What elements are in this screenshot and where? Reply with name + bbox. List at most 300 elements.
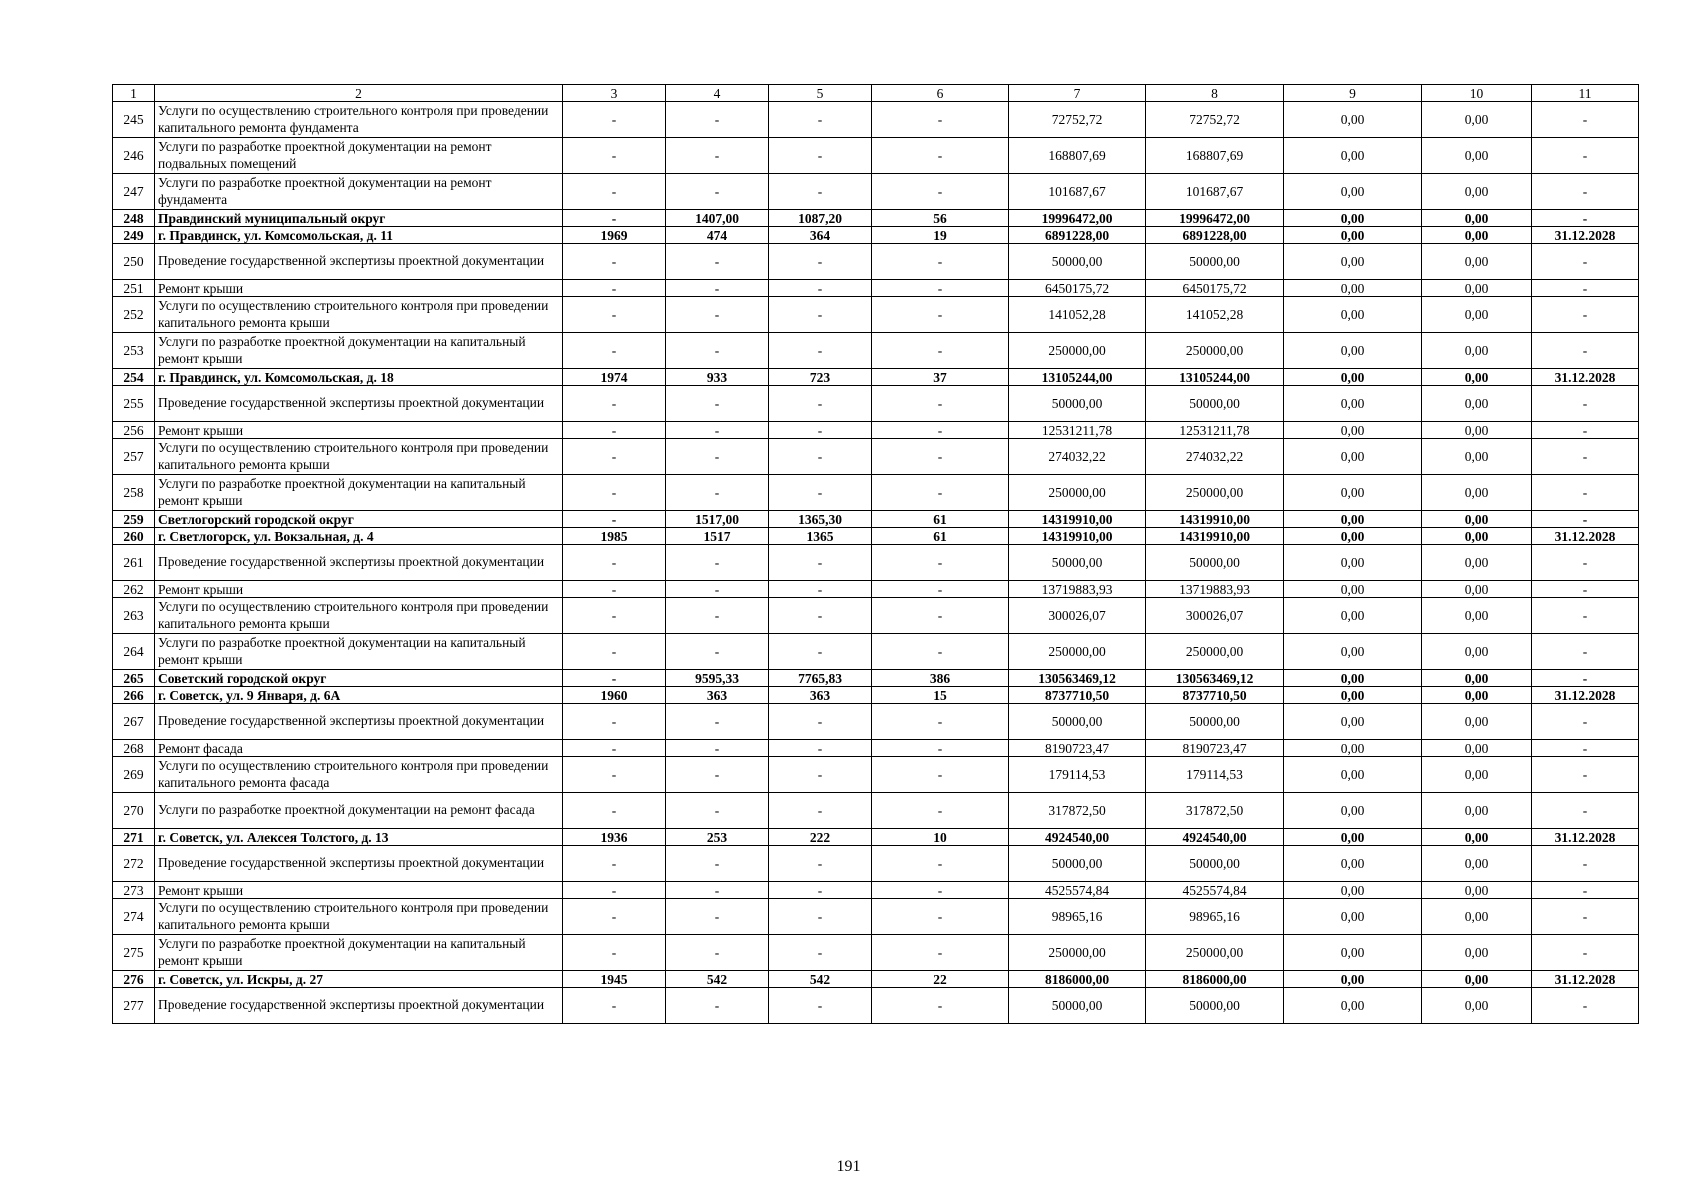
col-5-cell: 542 bbox=[769, 971, 872, 988]
col-6-cell: 19 bbox=[872, 227, 1009, 244]
deadline-cell: - bbox=[1532, 386, 1639, 422]
item-name: Проведение государственной экспертизы проектной документации bbox=[155, 545, 563, 581]
col-4-cell: - bbox=[666, 598, 769, 634]
col-5-cell: - bbox=[769, 899, 872, 935]
col-6-cell: - bbox=[872, 244, 1009, 280]
col-5-cell: - bbox=[769, 545, 872, 581]
col-5-cell: - bbox=[769, 882, 872, 899]
col-7-amount: 8186000,00 bbox=[1009, 971, 1146, 988]
col-5-cell: - bbox=[769, 138, 872, 174]
item-name: Услуги по разработке проектной документации на капитальный ремонт крыши bbox=[155, 333, 563, 369]
deadline-cell: - bbox=[1532, 102, 1639, 138]
col-5-cell: - bbox=[769, 598, 872, 634]
col-10-amount: 0,00 bbox=[1422, 634, 1532, 670]
item-name: Услуги по разработке проектной документации на ремонт фасада bbox=[155, 793, 563, 829]
col-6-cell: - bbox=[872, 581, 1009, 598]
col-7-amount: 8190723,47 bbox=[1009, 740, 1146, 757]
col-8-amount: 8737710,50 bbox=[1146, 687, 1284, 704]
col-6-cell: 10 bbox=[872, 829, 1009, 846]
col-9-amount: 0,00 bbox=[1284, 598, 1422, 634]
table-row bbox=[113, 581, 1639, 598]
col-8-amount: 300026,07 bbox=[1146, 598, 1284, 634]
col-6-cell: - bbox=[872, 297, 1009, 333]
deadline-cell: - bbox=[1532, 210, 1639, 227]
year-cell: - bbox=[563, 670, 666, 687]
table-row bbox=[113, 244, 1639, 280]
col-5-cell: - bbox=[769, 333, 872, 369]
col-8-amount: 50000,00 bbox=[1146, 545, 1284, 581]
col-8-amount: 168807,69 bbox=[1146, 138, 1284, 174]
year-cell: - bbox=[563, 740, 666, 757]
col-5-cell: - bbox=[769, 757, 872, 793]
row-number: 252 bbox=[113, 297, 155, 333]
col-9-amount: 0,00 bbox=[1284, 899, 1422, 935]
col-10-amount: 0,00 bbox=[1422, 670, 1532, 687]
deadline-cell: - bbox=[1532, 297, 1639, 333]
col-5-cell: - bbox=[769, 740, 872, 757]
column-header: 10 bbox=[1422, 85, 1532, 102]
col-4-cell: - bbox=[666, 545, 769, 581]
item-name: г. Советск, ул. Алексея Толстого, д. 13 bbox=[155, 829, 563, 846]
col-6-cell: - bbox=[872, 386, 1009, 422]
table-row bbox=[113, 634, 1639, 670]
row-number: 272 bbox=[113, 846, 155, 882]
header-row bbox=[113, 85, 1639, 102]
column-header: 2 bbox=[155, 85, 563, 102]
col-10-amount: 0,00 bbox=[1422, 988, 1532, 1024]
col-4-cell: - bbox=[666, 988, 769, 1024]
col-5-cell: - bbox=[769, 634, 872, 670]
deadline-cell: 31.12.2028 bbox=[1532, 528, 1639, 545]
col-10-amount: 0,00 bbox=[1422, 297, 1532, 333]
deadline-cell: - bbox=[1532, 475, 1639, 511]
deadline-cell: - bbox=[1532, 439, 1639, 475]
deadline-cell: 31.12.2028 bbox=[1532, 369, 1639, 386]
col-6-cell: 15 bbox=[872, 687, 1009, 704]
col-7-amount: 317872,50 bbox=[1009, 793, 1146, 829]
col-10-amount: 0,00 bbox=[1422, 210, 1532, 227]
col-4-cell: - bbox=[666, 422, 769, 439]
deadline-cell: - bbox=[1532, 740, 1639, 757]
col-7-amount: 13719883,93 bbox=[1009, 581, 1146, 598]
column-header: 1 bbox=[113, 85, 155, 102]
row-number: 271 bbox=[113, 829, 155, 846]
col-9-amount: 0,00 bbox=[1284, 793, 1422, 829]
row-number: 265 bbox=[113, 670, 155, 687]
col-9-amount: 0,00 bbox=[1284, 369, 1422, 386]
col-9-amount: 0,00 bbox=[1284, 102, 1422, 138]
col-8-amount: 13719883,93 bbox=[1146, 581, 1284, 598]
col-4-cell: - bbox=[666, 899, 769, 935]
table-row bbox=[113, 882, 1639, 899]
deadline-cell: - bbox=[1532, 581, 1639, 598]
table-row bbox=[113, 704, 1639, 740]
col-7-amount: 250000,00 bbox=[1009, 935, 1146, 971]
table-row bbox=[113, 528, 1639, 545]
col-6-cell: 37 bbox=[872, 369, 1009, 386]
col-9-amount: 0,00 bbox=[1284, 704, 1422, 740]
item-name: Услуги по осуществлению строительного контроля при проведении капитального ремонта крыши bbox=[155, 297, 563, 333]
col-10-amount: 0,00 bbox=[1422, 138, 1532, 174]
col-10-amount: 0,00 bbox=[1422, 439, 1532, 475]
col-7-amount: 50000,00 bbox=[1009, 988, 1146, 1024]
year-cell: - bbox=[563, 102, 666, 138]
col-10-amount: 0,00 bbox=[1422, 935, 1532, 971]
year-cell: - bbox=[563, 210, 666, 227]
row-number: 253 bbox=[113, 333, 155, 369]
table-row bbox=[113, 757, 1639, 793]
col-7-amount: 50000,00 bbox=[1009, 244, 1146, 280]
col-6-cell: - bbox=[872, 138, 1009, 174]
col-9-amount: 0,00 bbox=[1284, 935, 1422, 971]
row-number: 255 bbox=[113, 386, 155, 422]
col-6-cell: - bbox=[872, 102, 1009, 138]
col-8-amount: 8186000,00 bbox=[1146, 971, 1284, 988]
row-number: 275 bbox=[113, 935, 155, 971]
table-row bbox=[113, 439, 1639, 475]
col-8-amount: 4924540,00 bbox=[1146, 829, 1284, 846]
col-10-amount: 0,00 bbox=[1422, 333, 1532, 369]
table-row bbox=[113, 138, 1639, 174]
year-cell: - bbox=[563, 297, 666, 333]
col-8-amount: 12531211,78 bbox=[1146, 422, 1284, 439]
row-number: 248 bbox=[113, 210, 155, 227]
col-4-cell: 363 bbox=[666, 687, 769, 704]
row-number: 250 bbox=[113, 244, 155, 280]
item-name: Проведение государственной экспертизы проектной документации bbox=[155, 386, 563, 422]
row-number: 254 bbox=[113, 369, 155, 386]
row-number: 261 bbox=[113, 545, 155, 581]
col-9-amount: 0,00 bbox=[1284, 740, 1422, 757]
deadline-cell: - bbox=[1532, 988, 1639, 1024]
col-7-amount: 300026,07 bbox=[1009, 598, 1146, 634]
deadline-cell: - bbox=[1532, 899, 1639, 935]
row-number: 249 bbox=[113, 227, 155, 244]
col-5-cell: - bbox=[769, 475, 872, 511]
col-5-cell: 364 bbox=[769, 227, 872, 244]
col-10-amount: 0,00 bbox=[1422, 704, 1532, 740]
table-row bbox=[113, 829, 1639, 846]
col-9-amount: 0,00 bbox=[1284, 634, 1422, 670]
year-cell: 1960 bbox=[563, 687, 666, 704]
deadline-cell: - bbox=[1532, 935, 1639, 971]
col-10-amount: 0,00 bbox=[1422, 581, 1532, 598]
col-9-amount: 0,00 bbox=[1284, 882, 1422, 899]
col-5-cell: - bbox=[769, 422, 872, 439]
col-8-amount: 98965,16 bbox=[1146, 899, 1284, 935]
col-7-amount: 12531211,78 bbox=[1009, 422, 1146, 439]
col-10-amount: 0,00 bbox=[1422, 899, 1532, 935]
col-9-amount: 0,00 bbox=[1284, 670, 1422, 687]
row-number: 274 bbox=[113, 899, 155, 935]
item-name: Ремонт крыши bbox=[155, 422, 563, 439]
deadline-cell: - bbox=[1532, 244, 1639, 280]
year-cell: - bbox=[563, 475, 666, 511]
col-8-amount: 14319910,00 bbox=[1146, 511, 1284, 528]
row-number: 264 bbox=[113, 634, 155, 670]
col-7-amount: 250000,00 bbox=[1009, 475, 1146, 511]
deadline-cell: - bbox=[1532, 704, 1639, 740]
item-name: Ремонт крыши bbox=[155, 882, 563, 899]
col-7-amount: 13105244,00 bbox=[1009, 369, 1146, 386]
deadline-cell: - bbox=[1532, 138, 1639, 174]
col-10-amount: 0,00 bbox=[1422, 511, 1532, 528]
col-6-cell: 61 bbox=[872, 528, 1009, 545]
col-8-amount: 6450175,72 bbox=[1146, 280, 1284, 297]
col-9-amount: 0,00 bbox=[1284, 528, 1422, 545]
col-9-amount: 0,00 bbox=[1284, 333, 1422, 369]
col-4-cell: - bbox=[666, 102, 769, 138]
row-number: 245 bbox=[113, 102, 155, 138]
col-10-amount: 0,00 bbox=[1422, 102, 1532, 138]
deadline-cell: - bbox=[1532, 846, 1639, 882]
col-5-cell: - bbox=[769, 297, 872, 333]
col-4-cell: - bbox=[666, 757, 769, 793]
table-row bbox=[113, 297, 1639, 333]
col-10-amount: 0,00 bbox=[1422, 475, 1532, 511]
row-number: 257 bbox=[113, 439, 155, 475]
year-cell: - bbox=[563, 793, 666, 829]
col-7-amount: 14319910,00 bbox=[1009, 528, 1146, 545]
col-9-amount: 0,00 bbox=[1284, 511, 1422, 528]
table-row bbox=[113, 598, 1639, 634]
col-6-cell: - bbox=[872, 988, 1009, 1024]
row-number: 263 bbox=[113, 598, 155, 634]
year-cell: 1985 bbox=[563, 528, 666, 545]
col-6-cell: - bbox=[872, 704, 1009, 740]
col-8-amount: 250000,00 bbox=[1146, 935, 1284, 971]
data-table bbox=[112, 84, 1639, 1024]
col-9-amount: 0,00 bbox=[1284, 846, 1422, 882]
item-name: Ремонт крыши bbox=[155, 581, 563, 598]
col-8-amount: 50000,00 bbox=[1146, 386, 1284, 422]
col-8-amount: 101687,67 bbox=[1146, 174, 1284, 210]
col-5-cell: 723 bbox=[769, 369, 872, 386]
col-8-amount: 8190723,47 bbox=[1146, 740, 1284, 757]
item-name: г. Советск, ул. 9 Января, д. 6А bbox=[155, 687, 563, 704]
col-9-amount: 0,00 bbox=[1284, 475, 1422, 511]
col-7-amount: 14319910,00 bbox=[1009, 511, 1146, 528]
col-10-amount: 0,00 bbox=[1422, 598, 1532, 634]
col-4-cell: - bbox=[666, 634, 769, 670]
col-9-amount: 0,00 bbox=[1284, 971, 1422, 988]
table-row bbox=[113, 988, 1639, 1024]
year-cell: - bbox=[563, 138, 666, 174]
col-4-cell: - bbox=[666, 740, 769, 757]
col-5-cell: - bbox=[769, 581, 872, 598]
item-name: Проведение государственной экспертизы проектной документации bbox=[155, 704, 563, 740]
col-7-amount: 98965,16 bbox=[1009, 899, 1146, 935]
item-name: Проведение государственной экспертизы проектной документации bbox=[155, 244, 563, 280]
col-4-cell: - bbox=[666, 138, 769, 174]
row-number: 267 bbox=[113, 704, 155, 740]
column-header: 9 bbox=[1284, 85, 1422, 102]
col-9-amount: 0,00 bbox=[1284, 297, 1422, 333]
col-10-amount: 0,00 bbox=[1422, 846, 1532, 882]
col-4-cell: 474 bbox=[666, 227, 769, 244]
deadline-cell: - bbox=[1532, 634, 1639, 670]
col-6-cell: - bbox=[872, 598, 1009, 634]
item-name: Проведение государственной экспертизы проектной документации bbox=[155, 988, 563, 1024]
table-row bbox=[113, 971, 1639, 988]
col-6-cell: - bbox=[872, 793, 1009, 829]
deadline-cell: - bbox=[1532, 511, 1639, 528]
column-header: 5 bbox=[769, 85, 872, 102]
col-7-amount: 8737710,50 bbox=[1009, 687, 1146, 704]
col-8-amount: 14319910,00 bbox=[1146, 528, 1284, 545]
row-number: 266 bbox=[113, 687, 155, 704]
item-name: г. Правдинск, ул. Комсомольская, д. 18 bbox=[155, 369, 563, 386]
col-7-amount: 19996472,00 bbox=[1009, 210, 1146, 227]
row-number: 246 bbox=[113, 138, 155, 174]
row-number: 260 bbox=[113, 528, 155, 545]
col-7-amount: 130563469,12 bbox=[1009, 670, 1146, 687]
col-8-amount: 13105244,00 bbox=[1146, 369, 1284, 386]
col-4-cell: - bbox=[666, 882, 769, 899]
year-cell: - bbox=[563, 598, 666, 634]
column-header: 7 bbox=[1009, 85, 1146, 102]
col-5-cell: - bbox=[769, 704, 872, 740]
table-row bbox=[113, 280, 1639, 297]
col-4-cell: - bbox=[666, 935, 769, 971]
col-5-cell: 1365 bbox=[769, 528, 872, 545]
column-header: 8 bbox=[1146, 85, 1284, 102]
col-4-cell: - bbox=[666, 846, 769, 882]
year-cell: - bbox=[563, 846, 666, 882]
row-number: 251 bbox=[113, 280, 155, 297]
col-7-amount: 50000,00 bbox=[1009, 386, 1146, 422]
col-10-amount: 0,00 bbox=[1422, 369, 1532, 386]
year-cell: - bbox=[563, 704, 666, 740]
col-9-amount: 0,00 bbox=[1284, 581, 1422, 598]
deadline-cell: 31.12.2028 bbox=[1532, 829, 1639, 846]
col-6-cell: - bbox=[872, 545, 1009, 581]
year-cell: - bbox=[563, 988, 666, 1024]
year-cell: - bbox=[563, 882, 666, 899]
year-cell: - bbox=[563, 757, 666, 793]
table-row bbox=[113, 174, 1639, 210]
col-9-amount: 0,00 bbox=[1284, 829, 1422, 846]
year-cell: - bbox=[563, 174, 666, 210]
col-7-amount: 101687,67 bbox=[1009, 174, 1146, 210]
col-8-amount: 19996472,00 bbox=[1146, 210, 1284, 227]
col-5-cell: - bbox=[769, 439, 872, 475]
col-4-cell: 253 bbox=[666, 829, 769, 846]
table-row bbox=[113, 899, 1639, 935]
table-body bbox=[113, 85, 1639, 1024]
col-5-cell: 222 bbox=[769, 829, 872, 846]
col-4-cell: - bbox=[666, 475, 769, 511]
col-5-cell: - bbox=[769, 244, 872, 280]
table-row bbox=[113, 227, 1639, 244]
col-10-amount: 0,00 bbox=[1422, 280, 1532, 297]
col-7-amount: 4924540,00 bbox=[1009, 829, 1146, 846]
row-number: 270 bbox=[113, 793, 155, 829]
year-cell: - bbox=[563, 422, 666, 439]
col-10-amount: 0,00 bbox=[1422, 244, 1532, 280]
item-name: г. Светлогорск, ул. Вокзальная, д. 4 bbox=[155, 528, 563, 545]
col-7-amount: 179114,53 bbox=[1009, 757, 1146, 793]
table-row bbox=[113, 102, 1639, 138]
item-name: Услуги по разработке проектной документации на капитальный ремонт крыши bbox=[155, 475, 563, 511]
col-10-amount: 0,00 bbox=[1422, 545, 1532, 581]
item-name: Ремонт крыши bbox=[155, 280, 563, 297]
table-row bbox=[113, 386, 1639, 422]
col-8-amount: 50000,00 bbox=[1146, 988, 1284, 1024]
col-5-cell: - bbox=[769, 174, 872, 210]
col-6-cell: - bbox=[872, 333, 1009, 369]
col-7-amount: 72752,72 bbox=[1009, 102, 1146, 138]
col-10-amount: 0,00 bbox=[1422, 174, 1532, 210]
col-6-cell: - bbox=[872, 757, 1009, 793]
item-name: г. Советск, ул. Искры, д. 27 bbox=[155, 971, 563, 988]
col-5-cell: - bbox=[769, 935, 872, 971]
col-9-amount: 0,00 bbox=[1284, 687, 1422, 704]
col-9-amount: 0,00 bbox=[1284, 422, 1422, 439]
deadline-cell: - bbox=[1532, 882, 1639, 899]
year-cell: - bbox=[563, 333, 666, 369]
col-8-amount: 274032,22 bbox=[1146, 439, 1284, 475]
col-10-amount: 0,00 bbox=[1422, 386, 1532, 422]
col-6-cell: - bbox=[872, 439, 1009, 475]
col-9-amount: 0,00 bbox=[1284, 439, 1422, 475]
year-cell: - bbox=[563, 545, 666, 581]
table-row bbox=[113, 740, 1639, 757]
table-row bbox=[113, 846, 1639, 882]
col-7-amount: 274032,22 bbox=[1009, 439, 1146, 475]
col-6-cell: - bbox=[872, 634, 1009, 670]
deadline-cell: 31.12.2028 bbox=[1532, 971, 1639, 988]
item-name: Услуги по осуществлению строительного контроля при проведении капитального ремонта крыши bbox=[155, 439, 563, 475]
row-number: 259 bbox=[113, 511, 155, 528]
column-header: 4 bbox=[666, 85, 769, 102]
col-4-cell: 9595,33 bbox=[666, 670, 769, 687]
deadline-cell: 31.12.2028 bbox=[1532, 227, 1639, 244]
row-number: 262 bbox=[113, 581, 155, 598]
col-8-amount: 130563469,12 bbox=[1146, 670, 1284, 687]
year-cell: - bbox=[563, 511, 666, 528]
table-row bbox=[113, 511, 1639, 528]
col-8-amount: 141052,28 bbox=[1146, 297, 1284, 333]
item-name: Услуги по разработке проектной документации на капитальный ремонт крыши bbox=[155, 935, 563, 971]
col-10-amount: 0,00 bbox=[1422, 882, 1532, 899]
column-header: 3 bbox=[563, 85, 666, 102]
row-number: 247 bbox=[113, 174, 155, 210]
year-cell: - bbox=[563, 280, 666, 297]
item-name: Услуги по осуществлению строительного контроля при проведении капитального ремонта крыши bbox=[155, 899, 563, 935]
deadline-cell: - bbox=[1532, 670, 1639, 687]
deadline-cell: - bbox=[1532, 545, 1639, 581]
col-8-amount: 50000,00 bbox=[1146, 704, 1284, 740]
item-name: Правдинский муниципальный округ bbox=[155, 210, 563, 227]
year-cell: - bbox=[563, 386, 666, 422]
col-5-cell: 1087,20 bbox=[769, 210, 872, 227]
col-7-amount: 250000,00 bbox=[1009, 333, 1146, 369]
col-9-amount: 0,00 bbox=[1284, 174, 1422, 210]
table-row bbox=[113, 210, 1639, 227]
col-8-amount: 6891228,00 bbox=[1146, 227, 1284, 244]
item-name: г. Правдинск, ул. Комсомольская, д. 11 bbox=[155, 227, 563, 244]
col-8-amount: 250000,00 bbox=[1146, 634, 1284, 670]
row-number: 273 bbox=[113, 882, 155, 899]
col-5-cell: 7765,83 bbox=[769, 670, 872, 687]
col-6-cell: - bbox=[872, 422, 1009, 439]
col-4-cell: - bbox=[666, 244, 769, 280]
col-10-amount: 0,00 bbox=[1422, 971, 1532, 988]
col-10-amount: 0,00 bbox=[1422, 528, 1532, 545]
deadline-cell: - bbox=[1532, 174, 1639, 210]
row-number: 258 bbox=[113, 475, 155, 511]
